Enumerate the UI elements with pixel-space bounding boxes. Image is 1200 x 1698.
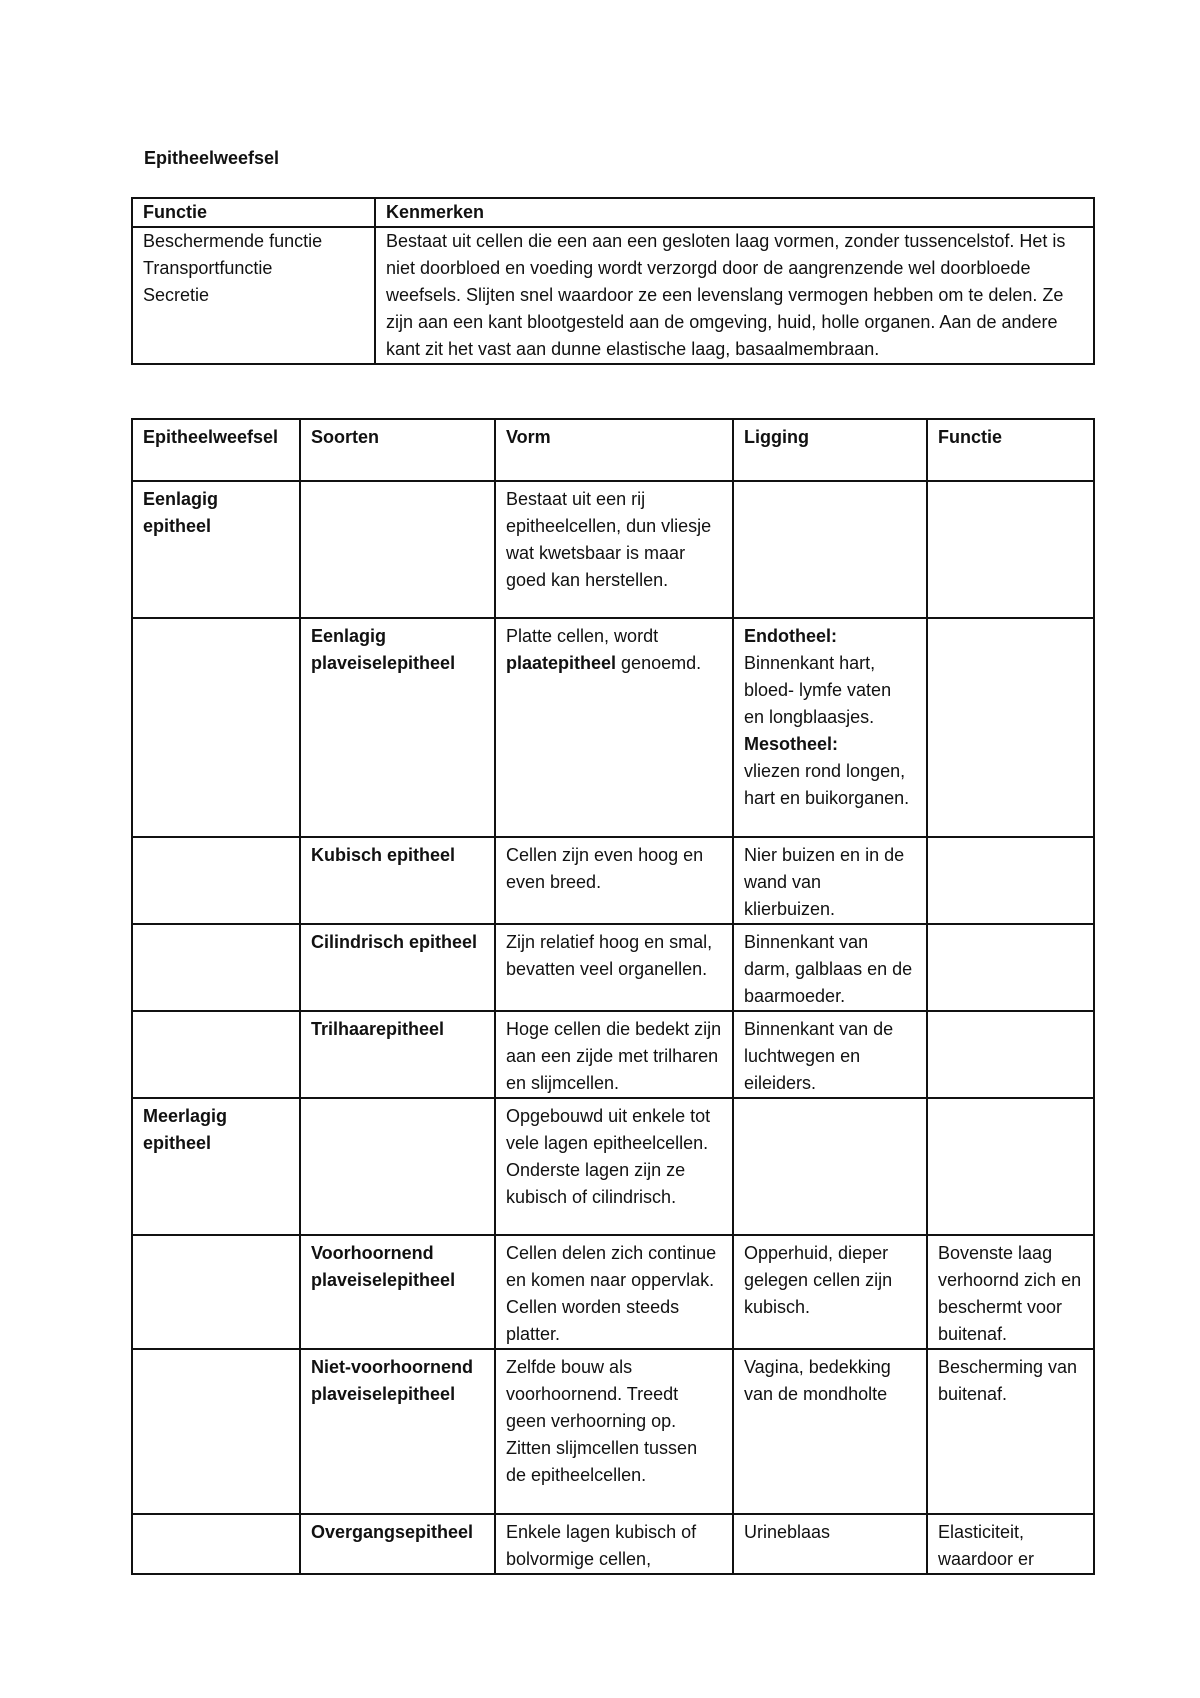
ligging-label: Mesotheel: <box>744 734 839 754</box>
ligging-cell <box>733 481 927 618</box>
summary-table <box>131 197 1095 365</box>
table-row <box>132 1349 1094 1514</box>
header-functie: Functie <box>927 419 1094 481</box>
ligging-cell: Urineblaas <box>733 1514 927 1574</box>
function-item: Transportfunctie <box>143 258 273 278</box>
type-cell <box>132 1011 300 1098</box>
vorm-cell: Zelfde bouw als voorhoornend. Treedt geen verhoorning op. Zitten slijmcellen tussen de epitheelcellen. <box>495 1349 733 1514</box>
functie-cell <box>927 1011 1094 1098</box>
kind-cell: Niet-voorhoornend plaveiselepitheel <box>300 1349 495 1514</box>
table-row <box>132 1235 1094 1349</box>
vorm-text: genoemd. <box>621 653 702 673</box>
kind-cell: Cilindrisch epitheel <box>300 924 495 1011</box>
ligging-cell: Binnenkant van de luchtwegen en eileiders. <box>733 1011 927 1098</box>
ligging-cell: Nier buizen en in de wand van klierbuizen. <box>733 837 927 924</box>
summary-header-row <box>132 198 1094 227</box>
tissue-header-row <box>132 419 1094 481</box>
kind-cell <box>300 1098 495 1235</box>
vorm-cell: Zijn relatief hoog en smal, bevatten veel organellen. <box>495 924 733 1011</box>
vorm-cell: Cellen zijn even hoog en even breed. <box>495 837 733 924</box>
kind-cell: Kubisch epitheel <box>300 837 495 924</box>
function-item: Secretie <box>143 285 210 305</box>
functie-cell: Bescherming van buitenaf. <box>927 1349 1094 1514</box>
characteristics-text: Bestaat uit cellen die een aan een gesloten laag vormen, zonder tussencelstof. Het is niet doorbloed en voeding wordt verzorgd door de aangrenzende wel doorbloede weefsels. Slijten snel waardoor ze een levenslang vermogen hebben om te delen. Ze zijn aan een kant blootgesteld aan de omgeving, huid, holle organen. Aan de andere kant zit het vast aan dunne elastische laag, basaalmembraan. <box>375 227 1094 364</box>
kind-cell: Eenlagig plaveiselepitheel <box>300 618 495 837</box>
ligging-cell: Vagina, bedekking van de mondholte <box>733 1349 927 1514</box>
vorm-text: Platte cellen, wordt <box>506 626 659 646</box>
summary-row <box>132 227 1094 364</box>
header-kenmerken: Kenmerken <box>375 198 1094 227</box>
functie-cell: Elasticiteit, waardoor er <box>927 1514 1094 1574</box>
kind-cell <box>300 481 495 618</box>
vorm-bold-term: plaatepitheel <box>506 653 617 673</box>
header-vorm: Vorm <box>495 419 733 481</box>
kind-cell: Overgangsepitheel <box>300 1514 495 1574</box>
vorm-cell: Bestaat uit een rij epitheelcellen, dun vliesje wat kwetsbaar is maar goed kan herstellen. <box>495 481 733 618</box>
function-item: Beschermende functie <box>143 231 323 251</box>
functie-cell <box>927 481 1094 618</box>
ligging-cell <box>733 1098 927 1235</box>
table-row <box>132 1098 1094 1235</box>
header-functie: Functie <box>132 198 375 227</box>
header-epitheelweefsel: Epitheelweefsel <box>132 419 300 481</box>
ligging-cell: Binnenkant van darm, galblaas en de baarmoeder. <box>733 924 927 1011</box>
vorm-cell: Enkele lagen kubisch of bolvormige cellen, <box>495 1514 733 1574</box>
ligging-label: Endotheel: <box>744 626 837 646</box>
functie-cell: Bovenste laag verhoornd zich en beschermt voor buitenaf. <box>927 1235 1094 1349</box>
type-cell: Eenlagig epitheel <box>132 481 300 618</box>
type-cell <box>132 1514 300 1574</box>
header-soorten: Soorten <box>300 419 495 481</box>
function-list <box>132 227 375 364</box>
vorm-cell <box>495 618 733 837</box>
table-row <box>132 618 1094 837</box>
functie-cell <box>927 924 1094 1011</box>
type-cell <box>132 1235 300 1349</box>
type-cell <box>132 837 300 924</box>
ligging-cell: Opperhuid, dieper gelegen cellen zijn kubisch. <box>733 1235 927 1349</box>
type-cell <box>132 1349 300 1514</box>
table-row <box>132 481 1094 618</box>
page-title: Epitheelweefsel <box>144 148 280 168</box>
ligging-cell <box>733 618 927 837</box>
kind-cell: Voorhoornend plaveiselepitheel <box>300 1235 495 1349</box>
ligging-text: Binnenkant hart, bloed- lymfe vaten en longblaasjes. <box>744 653 892 727</box>
type-cell <box>132 924 300 1011</box>
vorm-cell: Hoge cellen die bedekt zijn aan een zijde met trilharen en slijmcellen. <box>495 1011 733 1098</box>
functie-cell <box>927 618 1094 837</box>
type-cell <box>132 618 300 837</box>
ligging-text: vliezen rond longen, hart en buikorganen. <box>744 761 910 808</box>
header-ligging: Ligging <box>733 419 927 481</box>
vorm-cell: Cellen delen zich continue en komen naar oppervlak. Cellen worden steeds platter. <box>495 1235 733 1349</box>
table-row <box>132 924 1094 1011</box>
tissue-table <box>131 418 1095 1575</box>
functie-cell <box>927 1098 1094 1235</box>
table-row <box>132 837 1094 924</box>
table-row <box>132 1514 1094 1574</box>
table-row <box>132 1011 1094 1098</box>
type-cell: Meerlagig epitheel <box>132 1098 300 1235</box>
kind-cell: Trilhaarepitheel <box>300 1011 495 1098</box>
functie-cell <box>927 837 1094 924</box>
vorm-cell: Opgebouwd uit enkele tot vele lagen epitheelcellen. Onderste lagen zijn ze kubisch of cilindrisch. <box>495 1098 733 1235</box>
